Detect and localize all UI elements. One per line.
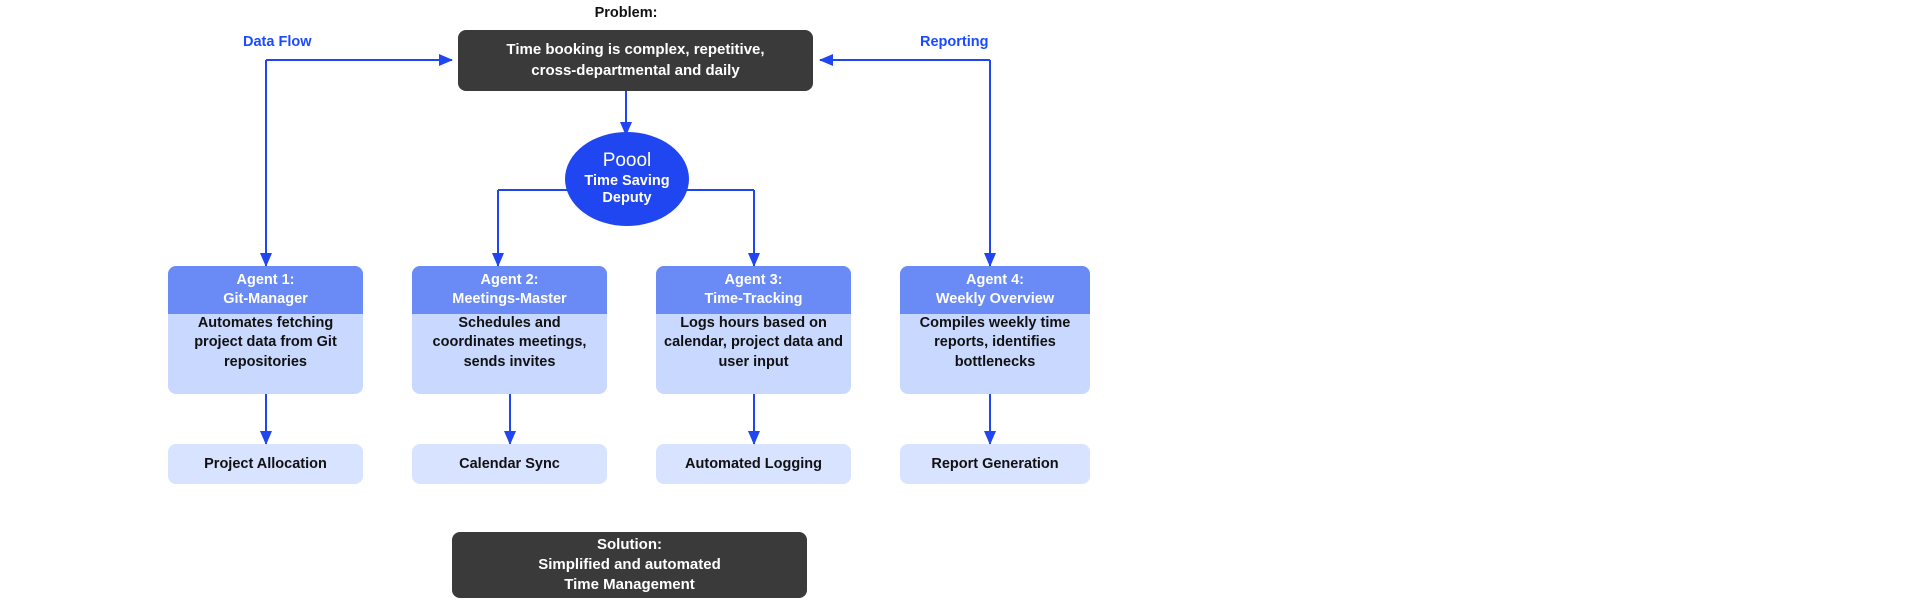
solution-line-2: Simplified and automated [538, 555, 721, 573]
agent-3-title-line1: Agent 3: [724, 272, 783, 289]
outcome-box-2[interactable]: Calendar Sync [412, 444, 607, 484]
problem-line-2: cross-departmental and daily [531, 61, 740, 79]
data-flow-label: Data Flow [243, 34, 312, 50]
agent-1-header [168, 266, 363, 314]
agent-4-title-line2: Weekly Overview [935, 291, 1055, 307]
agent-2-description: Schedules and coordinates meetings, sends invites [432, 314, 587, 370]
outcome-box-4[interactable]: Report Generation [900, 444, 1090, 484]
agent-2-title-line2: Meetings-Master [452, 291, 567, 307]
solution-box [452, 532, 807, 598]
problem-line-1: Time booking is complex, repetitive, [506, 41, 765, 59]
center-subtitle: Time Saving Deputy [584, 173, 670, 207]
problem-caption: Problem: [594, 5, 658, 21]
center-title: Poool [602, 150, 652, 172]
agent-card-3[interactable] [656, 266, 851, 394]
agent-2-title-line1: Agent 2: [480, 272, 539, 289]
agent-4-title-line1: Agent 4: [966, 272, 1024, 289]
agent-card-1[interactable] [168, 266, 363, 394]
problem-box [458, 30, 813, 91]
agent-card-2[interactable] [412, 266, 607, 394]
agent-1-description: Automates fetching project data from Git repositories [194, 314, 337, 370]
outcome-box-1[interactable]: Project Allocation [168, 444, 363, 484]
agent-4-description: Compiles weekly time reports, identifies bottlenecks [919, 314, 1071, 370]
agent-2-header [412, 266, 607, 314]
solution-line-3: Time Management [564, 576, 695, 594]
agent-card-4[interactable] [900, 266, 1090, 394]
outcome-box-3[interactable]: Automated Logging [656, 444, 851, 484]
reporting-label: Reporting [920, 34, 989, 50]
agent-1-title-line2: Git-Manager [223, 291, 308, 307]
agent-3-description: Logs hours based on calendar, project data and user input [664, 314, 843, 370]
solution-line-1: Solution: [597, 535, 662, 553]
agent-4-header [900, 266, 1090, 314]
agent-3-header [656, 266, 851, 314]
agent-1-title-line1: Agent 1: [236, 272, 295, 289]
center-node-poool [565, 132, 689, 226]
agent-3-title-line2: Time-Tracking [704, 291, 803, 307]
